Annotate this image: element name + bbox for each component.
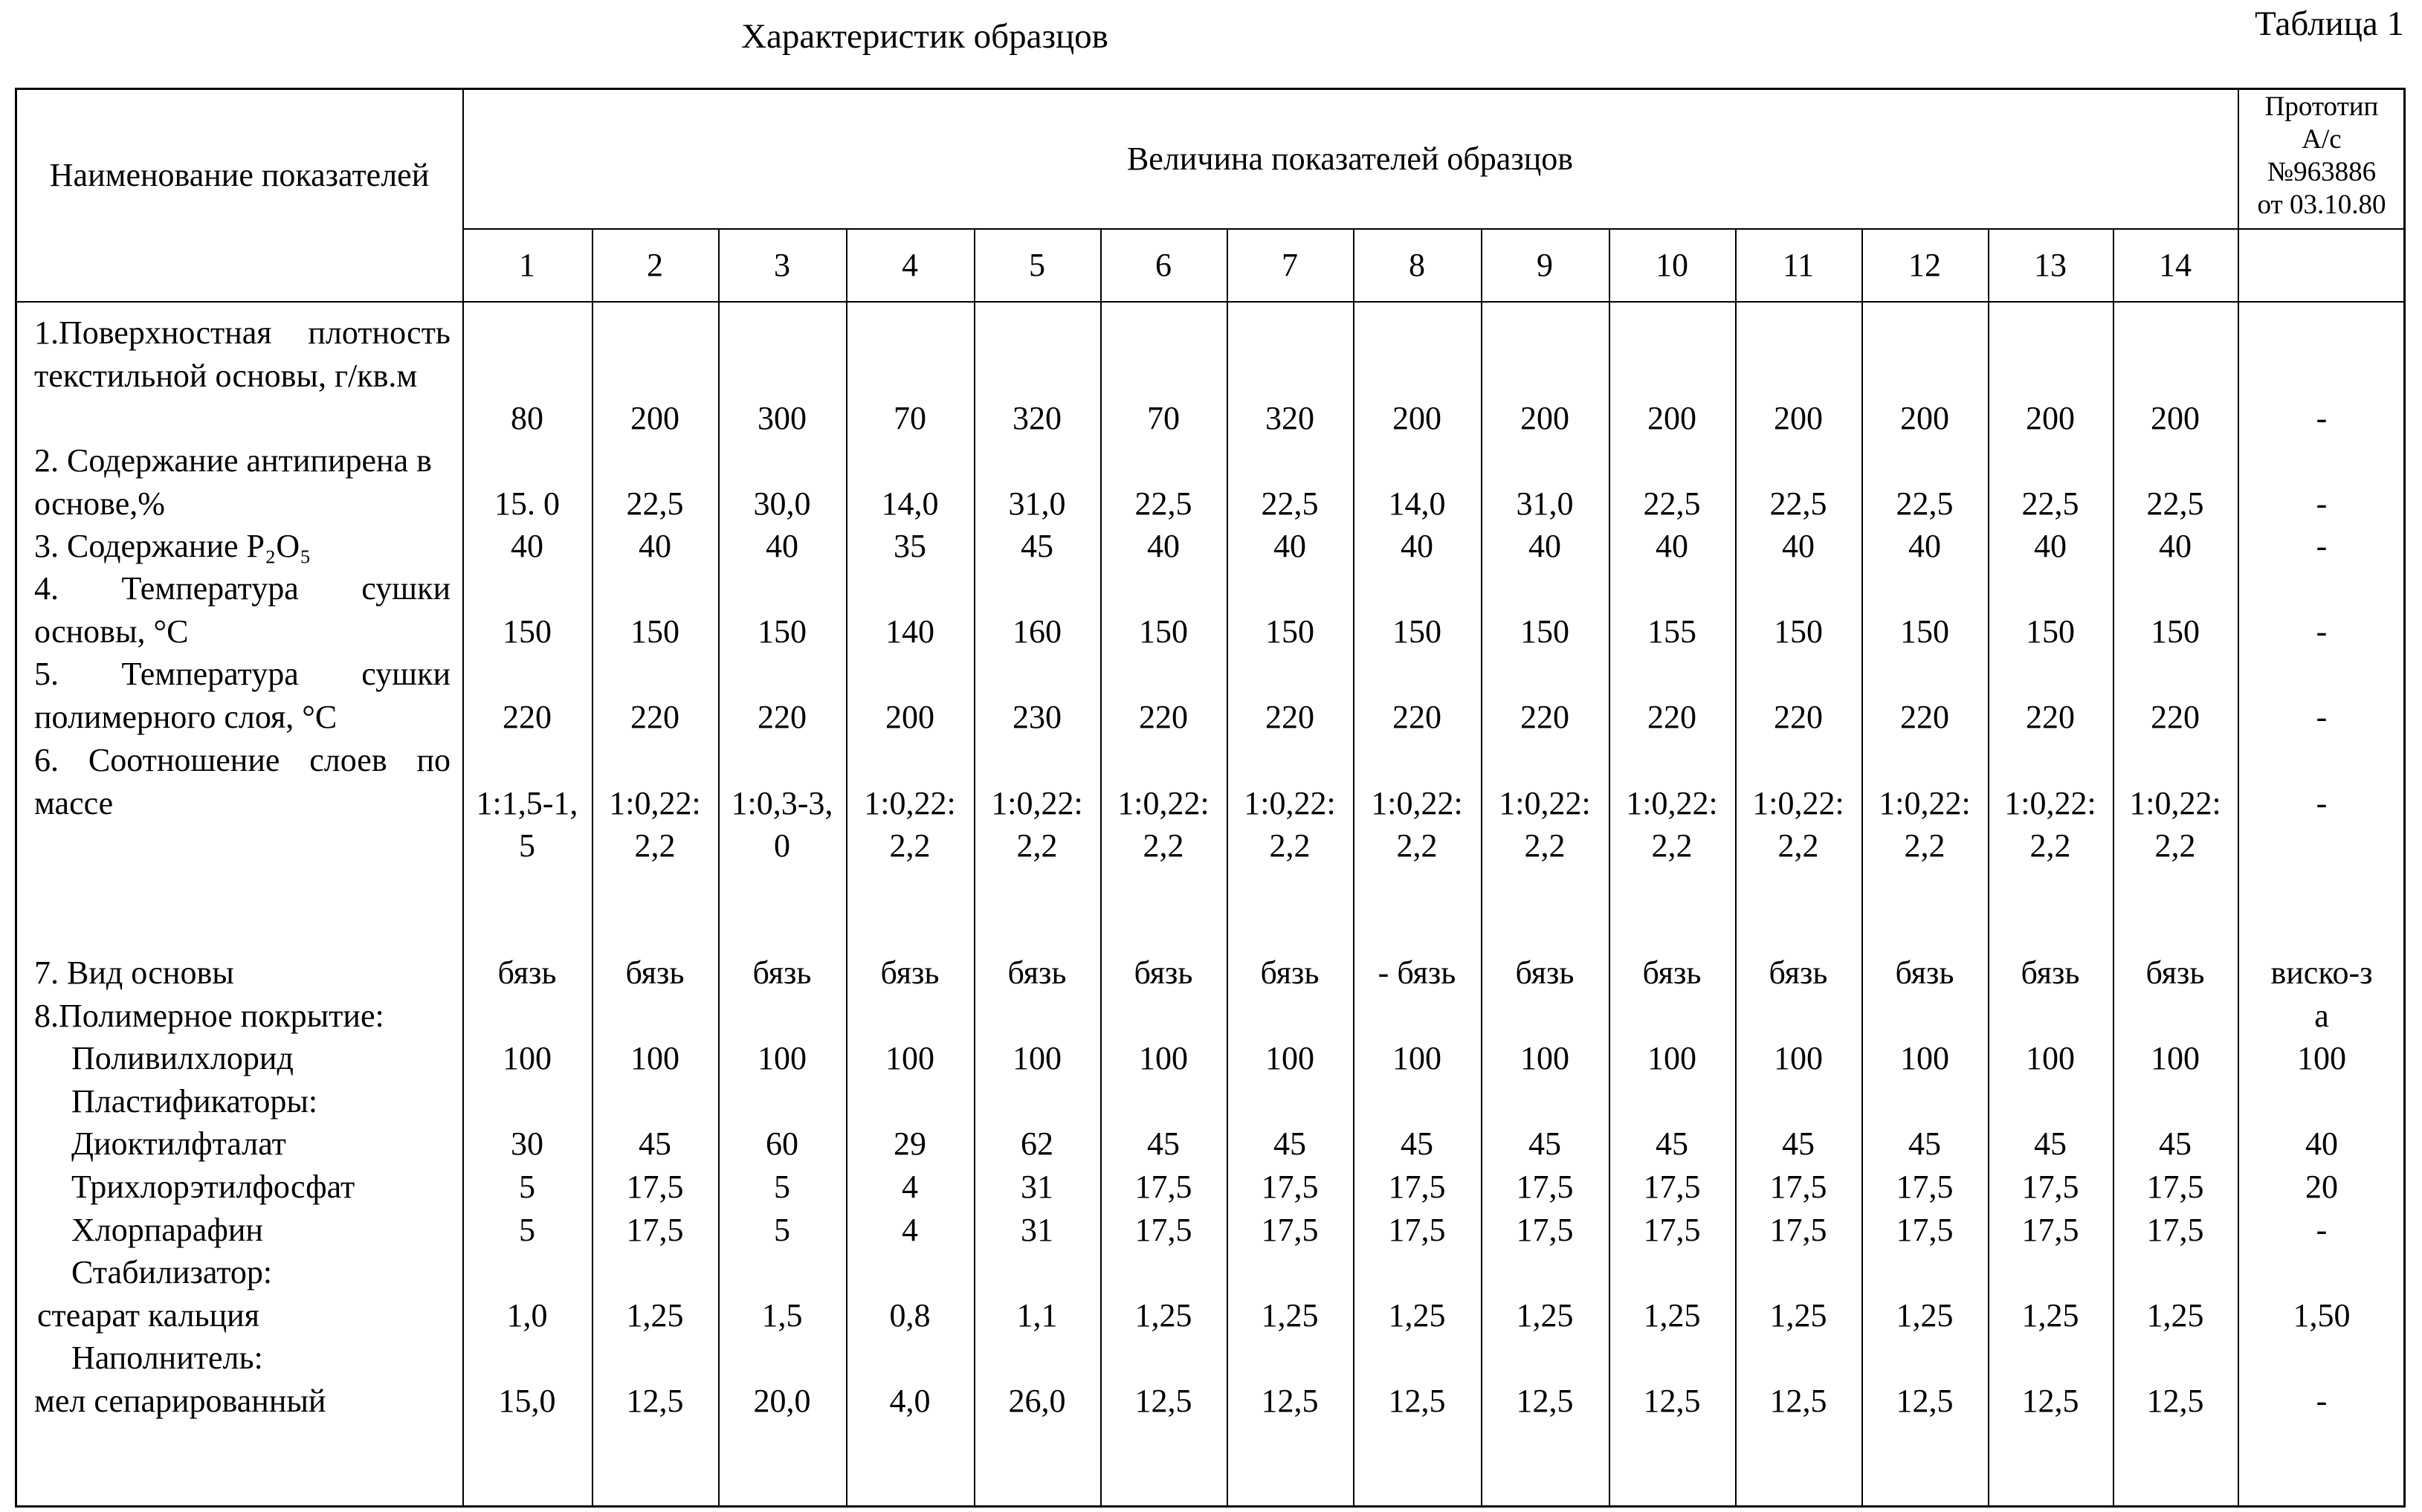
- sample-number-6: 6: [1100, 228, 1227, 301]
- value-cell: 29: [846, 1122, 974, 1166]
- value-cell: 14,0: [1353, 482, 1481, 526]
- value-cell: 5: [718, 1166, 846, 1209]
- value-cell: 30: [462, 1122, 592, 1166]
- value-cell: 1:0,22:2,2: [1353, 782, 1481, 868]
- value-cell: 17,5: [1481, 1166, 1609, 1209]
- value-cell: 17,5: [1609, 1209, 1735, 1252]
- value-cell: 35: [846, 525, 974, 568]
- value-cell: 200: [1988, 397, 2113, 440]
- row-label: мел сепарированный: [34, 1380, 451, 1423]
- prototype-cell: -: [2238, 610, 2406, 653]
- value-cell: 40: [718, 525, 846, 568]
- value-cell: 200: [1481, 397, 1609, 440]
- row-label: 4. Температура сушки основы, °С: [34, 567, 451, 653]
- value-cell: 22,5: [1100, 482, 1227, 526]
- value-cell: 40: [1988, 525, 2113, 568]
- value-cell: 5: [718, 1209, 846, 1252]
- sample-number-9: 9: [1481, 228, 1609, 301]
- value-cell: 100: [1735, 1037, 1861, 1080]
- value-cell: 150: [462, 610, 592, 653]
- value-cell: 12,5: [1988, 1380, 2113, 1423]
- value-cell: 22,5: [1988, 482, 2113, 526]
- sample-number-5: 5: [974, 228, 1100, 301]
- value-cell: 220: [1988, 696, 2113, 739]
- row-label: 8.Полимерное покрытие:: [34, 995, 451, 1038]
- value-cell: 45: [1100, 1122, 1227, 1166]
- value-cell: 1,5: [718, 1294, 846, 1337]
- value-cell: 220: [1735, 696, 1861, 739]
- row-label: стеарат кальция: [37, 1294, 453, 1337]
- value-cell: 12,5: [592, 1380, 718, 1423]
- value-cell: 45: [1481, 1122, 1609, 1166]
- value-cell: 150: [1227, 610, 1353, 653]
- row-label: Наполнитель:: [71, 1337, 451, 1380]
- value-cell: 17,5: [1353, 1209, 1481, 1252]
- value-cell: 1:0,22:2,2: [846, 782, 974, 868]
- value-cell: 155: [1609, 610, 1735, 653]
- value-cell: 17,5: [1861, 1209, 1988, 1252]
- value-cell: 100: [1100, 1037, 1227, 1080]
- value-cell: 1:0,22:2,2: [1481, 782, 1609, 868]
- row-label: 7. Вид основы: [34, 952, 451, 995]
- value-cell: 40: [1609, 525, 1735, 568]
- value-cell: 17,5: [1353, 1166, 1481, 1209]
- prototype-cell: 20: [2238, 1166, 2406, 1209]
- value-cell: 31: [974, 1166, 1100, 1209]
- value-cell: 45: [1861, 1122, 1988, 1166]
- row-label: Пластификаторы:: [71, 1080, 451, 1123]
- value-cell: 100: [1988, 1037, 2113, 1080]
- value-cell: 150: [1353, 610, 1481, 653]
- value-cell: 31,0: [974, 482, 1100, 526]
- value-cell: 100: [2113, 1037, 2238, 1080]
- row-label: 5. Температура сушки полимерного слоя, °С: [34, 653, 451, 738]
- value-cell: 4,0: [846, 1380, 974, 1423]
- value-cell: 220: [1481, 696, 1609, 739]
- sample-number-12: 12: [1861, 228, 1988, 301]
- value-cell: 40: [1481, 525, 1609, 568]
- value-cell: 17,5: [1988, 1166, 2113, 1209]
- value-cell: 100: [718, 1037, 846, 1080]
- row-label: 6. Соотношение слоев по массе: [34, 739, 451, 824]
- value-cell: 17,5: [1735, 1209, 1861, 1252]
- value-cell: бязь: [1861, 952, 1988, 995]
- value-cell: 17,5: [1227, 1209, 1353, 1252]
- value-cell: 150: [592, 610, 718, 653]
- value-cell: 80: [462, 397, 592, 440]
- value-cell: 45: [974, 525, 1100, 568]
- value-cell: 1,25: [1227, 1294, 1353, 1337]
- value-cell: 220: [1353, 696, 1481, 739]
- value-cell: 14,0: [846, 482, 974, 526]
- value-cell: 12,5: [1227, 1380, 1353, 1423]
- row-label: 2. Содержание антипирена в основе,%: [34, 439, 451, 525]
- value-cell: 17,5: [1988, 1209, 2113, 1252]
- prototype-divider: [2238, 228, 2406, 230]
- value-cell: 15. 0: [462, 482, 592, 526]
- value-cell: 200: [1861, 397, 1988, 440]
- value-cell: 12,5: [1861, 1380, 1988, 1423]
- value-cell: 1:0,22:2,2: [1227, 782, 1353, 868]
- prototype-line: А/с: [2238, 123, 2406, 156]
- value-cell: 160: [974, 610, 1100, 653]
- value-cell: 40: [1227, 525, 1353, 568]
- value-cell: 1:0,3-3,0: [718, 782, 846, 868]
- table-caption: Характеристик образцов: [0, 16, 1850, 56]
- prototype-line: №963886: [2238, 156, 2406, 189]
- value-cell: бязь: [1609, 952, 1735, 995]
- table-number: Таблица 1: [2255, 4, 2404, 44]
- value-cell: 20,0: [718, 1380, 846, 1423]
- value-cell: 1,25: [1353, 1294, 1481, 1337]
- value-cell: 12,5: [1353, 1380, 1481, 1423]
- value-cell: 320: [974, 397, 1100, 440]
- value-cell: 22,5: [1227, 482, 1353, 526]
- prototype-cell: -: [2238, 782, 2406, 825]
- value-cell: 17,5: [1481, 1209, 1609, 1252]
- value-cell: 17,5: [1100, 1209, 1227, 1252]
- value-cell: 30,0: [718, 482, 846, 526]
- value-cell: 4: [846, 1166, 974, 1209]
- value-cell: 26,0: [974, 1380, 1100, 1423]
- sample-number-2: 2: [592, 228, 718, 301]
- value-cell: 220: [718, 696, 846, 739]
- value-cell: бязь: [974, 952, 1100, 995]
- value-cell: - бязь: [1353, 952, 1481, 995]
- value-cell: 17,5: [1609, 1166, 1735, 1209]
- sample-number-3: 3: [718, 228, 846, 301]
- value-cell: 22,5: [1861, 482, 1988, 526]
- value-cell: 200: [592, 397, 718, 440]
- sample-number-1: 1: [462, 228, 592, 301]
- value-cell: 45: [1609, 1122, 1735, 1166]
- value-cell: 17,5: [592, 1209, 718, 1252]
- value-cell: 1,25: [1988, 1294, 2113, 1337]
- value-cell: 40: [592, 525, 718, 568]
- prototype-cell: виско-за: [2238, 952, 2406, 1037]
- value-cell: бязь: [1227, 952, 1353, 995]
- value-cell: 1:0,22:2,2: [1100, 782, 1227, 868]
- value-cell: 0,8: [846, 1294, 974, 1337]
- value-cell: бязь: [846, 952, 974, 995]
- value-cell: 1,25: [2113, 1294, 2238, 1337]
- value-cell: 15,0: [462, 1380, 592, 1423]
- prototype-line: Прототип: [2238, 91, 2406, 123]
- value-cell: 1:0,22:2,2: [1735, 782, 1861, 868]
- value-cell: 60: [718, 1122, 846, 1166]
- value-cell: 45: [1735, 1122, 1861, 1166]
- value-cell: 320: [1227, 397, 1353, 440]
- prototype-cell: 100: [2238, 1037, 2406, 1080]
- value-cell: 1:1,5-1,5: [462, 782, 592, 868]
- sample-number-8: 8: [1353, 228, 1481, 301]
- value-cell: 1:0,22:2,2: [974, 782, 1100, 868]
- value-cell: 150: [1861, 610, 1988, 653]
- value-cell: 1,25: [1481, 1294, 1609, 1337]
- value-cell: 230: [974, 696, 1100, 739]
- value-cell: 17,5: [1735, 1166, 1861, 1209]
- value-cell: 100: [1481, 1037, 1609, 1080]
- value-cell: 22,5: [592, 482, 718, 526]
- value-cell: 150: [1481, 610, 1609, 653]
- value-cell: 31: [974, 1209, 1100, 1252]
- value-cell: 1:0,22:2,2: [2113, 782, 2238, 868]
- value-cell: 100: [846, 1037, 974, 1080]
- sample-number-10: 10: [1609, 228, 1735, 301]
- value-cell: 200: [1609, 397, 1735, 440]
- prototype-cell: -: [2238, 482, 2406, 526]
- value-cell: 200: [846, 696, 974, 739]
- value-cell: 200: [1353, 397, 1481, 440]
- value-cell: 150: [1735, 610, 1861, 653]
- sample-number-14: 14: [2113, 228, 2238, 301]
- prototype-cell: -: [2238, 1380, 2406, 1423]
- prototype-cell: -: [2238, 696, 2406, 739]
- value-cell: 100: [1353, 1037, 1481, 1080]
- value-cell: 22,5: [1735, 482, 1861, 526]
- value-cell: 100: [974, 1037, 1100, 1080]
- value-cell: 1:0,22:2,2: [1861, 782, 1988, 868]
- value-cell: 1,25: [1861, 1294, 1988, 1337]
- value-cell: 45: [592, 1122, 718, 1166]
- sample-number-4: 4: [846, 228, 974, 301]
- sample-number-11: 11: [1735, 228, 1861, 301]
- value-cell: 5: [462, 1209, 592, 1252]
- value-cell: 12,5: [1100, 1380, 1227, 1423]
- value-cell: 31,0: [1481, 482, 1609, 526]
- value-cell: 17,5: [2113, 1209, 2238, 1252]
- value-cell: 1,25: [1735, 1294, 1861, 1337]
- value-cell: бязь: [1988, 952, 2113, 995]
- value-cell: 40: [1735, 525, 1861, 568]
- value-cell: 150: [2113, 610, 2238, 653]
- value-cell: 220: [1609, 696, 1735, 739]
- value-cell: 17,5: [1861, 1166, 1988, 1209]
- value-cell: 40: [1353, 525, 1481, 568]
- value-cell: бязь: [2113, 952, 2238, 995]
- value-cell: 300: [718, 397, 846, 440]
- value-cell: 45: [2113, 1122, 2238, 1166]
- value-cell: 4: [846, 1209, 974, 1252]
- row-label: Диоктилфталат: [71, 1122, 451, 1166]
- value-cell: 1,25: [592, 1294, 718, 1337]
- value-cell: 22,5: [1609, 482, 1735, 526]
- value-cell: 220: [1861, 696, 1988, 739]
- value-cell: 200: [1735, 397, 1861, 440]
- prototype-cell: -: [2238, 1209, 2406, 1252]
- header-prototype: [2238, 88, 2406, 222]
- value-cell: 40: [1861, 525, 1988, 568]
- value-cell: 5: [462, 1166, 592, 1209]
- value-cell: 1:0,22:2,2: [1609, 782, 1735, 868]
- value-cell: 1:0,22:2,2: [1988, 782, 2113, 868]
- value-cell: бязь: [1735, 952, 1861, 995]
- value-cell: 1,25: [1100, 1294, 1227, 1337]
- value-cell: 100: [462, 1037, 592, 1080]
- value-cell: 40: [1100, 525, 1227, 568]
- header-name-column: Наименование показателей: [16, 154, 462, 197]
- value-cell: 200: [2113, 397, 2238, 440]
- value-cell: 70: [846, 397, 974, 440]
- value-cell: 12,5: [1481, 1380, 1609, 1423]
- value-cell: 100: [592, 1037, 718, 1080]
- sample-number-13: 13: [1988, 228, 2113, 301]
- value-cell: 45: [1227, 1122, 1353, 1166]
- value-cell: 17,5: [592, 1166, 718, 1209]
- value-cell: 220: [1227, 696, 1353, 739]
- prototype-cell: -: [2238, 397, 2406, 440]
- value-cell: 12,5: [2113, 1380, 2238, 1423]
- value-cell: бязь: [462, 952, 592, 995]
- value-cell: 140: [846, 610, 974, 653]
- prototype-cell: -: [2238, 525, 2406, 568]
- value-cell: 45: [1353, 1122, 1481, 1166]
- body-divider: [15, 301, 2406, 303]
- value-cell: 40: [462, 525, 592, 568]
- value-cell: 1,1: [974, 1294, 1100, 1337]
- row-label: Поливилхлорид: [71, 1037, 451, 1080]
- value-cell: 22,5: [2113, 482, 2238, 526]
- value-cell: 220: [2113, 696, 2238, 739]
- row-label: Хлорпарафин: [71, 1209, 451, 1252]
- prototype-cell: 1,50: [2238, 1294, 2406, 1337]
- value-cell: 220: [462, 696, 592, 739]
- value-cell: 220: [1100, 696, 1227, 739]
- value-cell: 100: [1227, 1037, 1353, 1080]
- value-cell: бязь: [592, 952, 718, 995]
- value-cell: 17,5: [1100, 1166, 1227, 1209]
- value-cell: 40: [2113, 525, 2238, 568]
- value-cell: 12,5: [1735, 1380, 1861, 1423]
- header-values-group: Величина показателей образцов: [464, 138, 2236, 181]
- value-cell: 1:0,22:2,2: [592, 782, 718, 868]
- value-cell: 100: [1861, 1037, 1988, 1080]
- value-cell: 70: [1100, 397, 1227, 440]
- value-cell: 17,5: [1227, 1166, 1353, 1209]
- row-label: Трихлорэтилфосфат: [71, 1166, 451, 1209]
- value-cell: 1,25: [1609, 1294, 1735, 1337]
- sample-number-7: 7: [1227, 228, 1353, 301]
- value-cell: 150: [718, 610, 846, 653]
- value-cell: бязь: [1100, 952, 1227, 995]
- row-label: Стабилизатор:: [71, 1251, 451, 1294]
- row-label: 1.Поверхностная плотность текстильной основы, г/кв.м: [34, 311, 451, 397]
- value-cell: 17,5: [2113, 1166, 2238, 1209]
- value-cell: 12,5: [1609, 1380, 1735, 1423]
- prototype-line: от 03.10.80: [2238, 189, 2406, 222]
- value-cell: 220: [592, 696, 718, 739]
- row-label: 3. Содержание P₂O₅: [34, 525, 451, 568]
- value-cell: 150: [1988, 610, 2113, 653]
- value-cell: 62: [974, 1122, 1100, 1166]
- value-cell: 150: [1100, 610, 1227, 653]
- value-cell: 100: [1609, 1037, 1735, 1080]
- value-cell: бязь: [718, 952, 846, 995]
- prototype-cell: 40: [2238, 1122, 2406, 1166]
- value-cell: 1,0: [462, 1294, 592, 1337]
- value-cell: 45: [1988, 1122, 2113, 1166]
- value-cell: бязь: [1481, 952, 1609, 995]
